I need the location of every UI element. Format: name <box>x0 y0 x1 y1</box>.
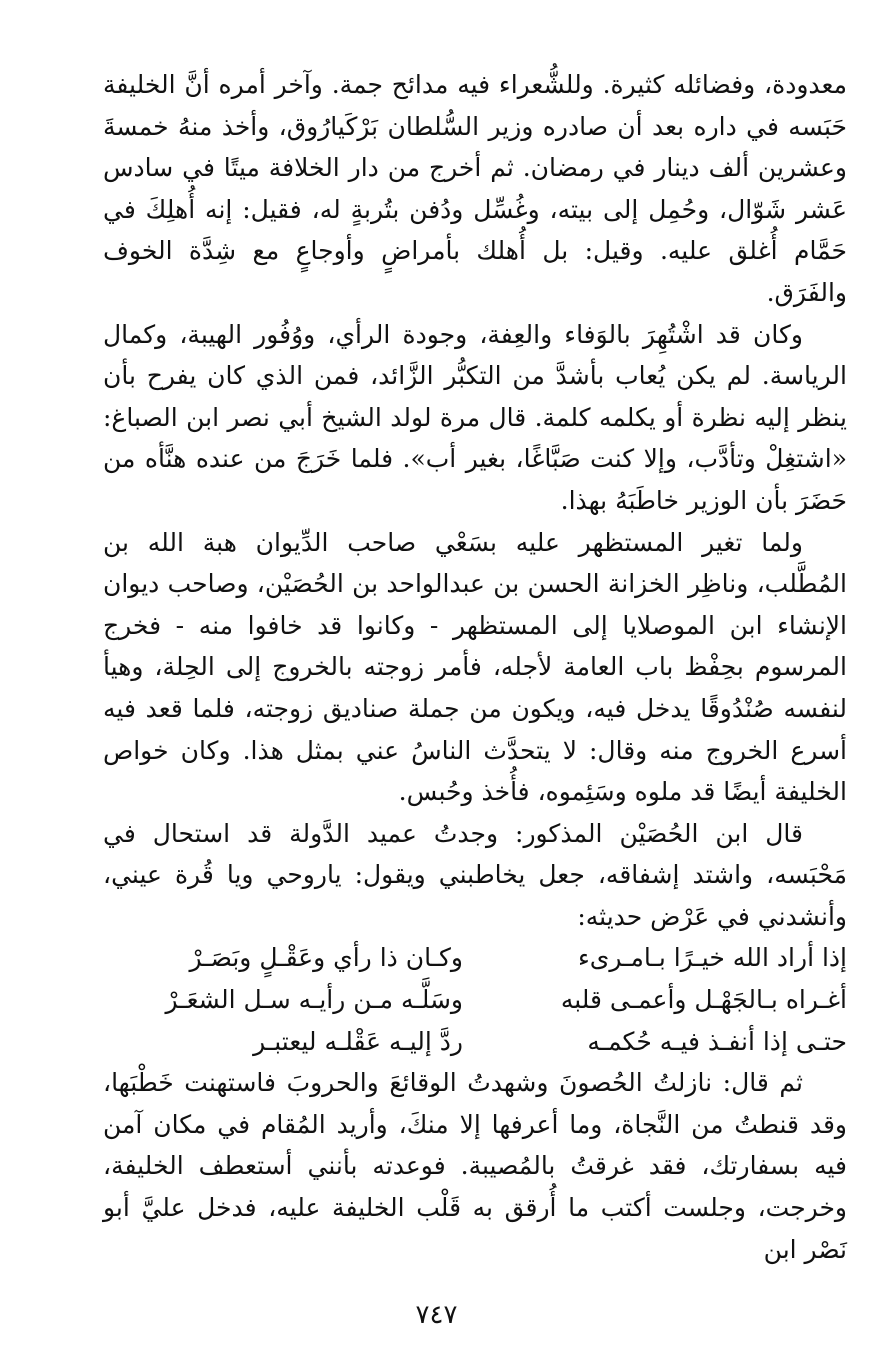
paragraph-1: معدودة، وفضائله كثيرة. وللشُّعراء فيه مدائح جمة. وآخر أمره أنَّ الخليفة حَبَسه في داره بعد أن صادره وزير السُّلطان بَرْكَيارُوق، وأخذ منهُ خمسةَ وعشرين ألف دينار في رمضان. ثم أخرج من دار الخلافة ميتًا في سادس عَشر شَوّال، وحُمِل إلى بيته، وغُسِّل ودُفن بتُربةٍ له، فقيل: إنه أُهلِكَ في حَمَّام أُغلق عليه. وقيل: بل أُهلك بأمراضٍ وأوجاعٍ مع شِدَّة الخوف والفَرَق. <box>103 70 847 307</box>
poem-verse <box>103 979 847 1021</box>
page-number: ٧٤٧ <box>415 1300 458 1330</box>
poem-verse <box>103 937 847 979</box>
poem-second-hemistich: وكـان ذا رأي وعَقْـلٍ وبَصَـرْ <box>189 943 463 973</box>
poem-first-hemistich: أغـراه بـالجَهْـل وأعمـى قلبه <box>560 985 847 1015</box>
page-body <box>103 64 847 1270</box>
poem-second-hemistich: وسَلَّـه مـن رأيـه سـل الشعَـرْ <box>165 985 463 1015</box>
poem-first-hemistich: إذا أراد الله خيـرًا بـامـرىء <box>578 943 847 973</box>
poem-first-hemistich: حتـى إذا أنفـذ فيـه حُكمـه <box>587 1026 847 1056</box>
paragraph-4: قال ابن الحُصَيْن المذكور: وجدتُ عميد الدَّولة قد استحال في مَحْبَسه، واشتد إشفاقه، جعل يخاطبني ويقول: ياروحي ويا قُرة عيني، وأنشدني في عَرْض حديثه: <box>103 818 847 931</box>
paragraph-2: وكان قد اشْتُهِرَ بالوَفاء والعِفة، وجودة الرأي، ووُفُور الهيبة، وكمال الرياسة. لم يكن يُعاب بأشدَّ من التكبُّر الزَّائد، فمن الذي كان يفرح بأن ينظر إليه نظرة أو يكلمه كلمة. قال مرة لولد الشيخ أبي نصر ابن الصباغ: «اشتغِلْ وتأدَّب، وإلا كنت صَبَّاغًا، بغير أب». فلما خَرَجَ من عنده هنَّأه من حَضَرَ بأن الوزير خاطَبَهُ بهذا. <box>103 319 847 515</box>
poem-verse <box>103 1021 847 1063</box>
paragraph-3: ولما تغير المستظهر عليه بسَعْي صاحب الدِّيوان هبة الله بن المُطَّلب، وناظِر الخزانة الحسن بن عبدالواحد بن الحُصَيْن، وصاحب ديوان الإنشاء ابن الموصلايا إلى المستظهر - وكانوا قد خافوا منه - فخرج المرسوم بحِفْظ باب العامة لأجله، فأمر زوجته بالخروج إلى الحِلة، وهيأ لنفسه صُنْدُوقًا يدخل فيه، ويكون من جملة صناديق زوجته، فلما قعد فيه أسرع الخروج منه وقال: لا يتحدَّث الناسُ عني بمثل هذا. وكان خواص الخليفة أيضًا قد ملوه وسَئِموه، فأُخذ وحُبس. <box>103 527 847 807</box>
paragraph-5: ثم قال: نازلتُ الحُصونَ وشهدتُ الوقائعَ والحروبَ فاستهنت خَطْبَها، وقد قنطتُ من النَّجاة، وما أعرفها إلا منكَ، وأريد المُقام في مكان آمن فيه بسفارتك، فقد غرقتُ بالمُصيبة. فوعدته بأنني أستعطف الخليفة، وخرجت، وجلست أكتب ما أُرقق به قَلْب الخليفة عليه، فدخل عليَّ أبو نَصْر ابن <box>103 1068 847 1264</box>
poem-second-hemistich: ردَّ إليـه عَقْلـه ليعتبـر <box>253 1026 463 1056</box>
poem <box>103 937 847 1062</box>
